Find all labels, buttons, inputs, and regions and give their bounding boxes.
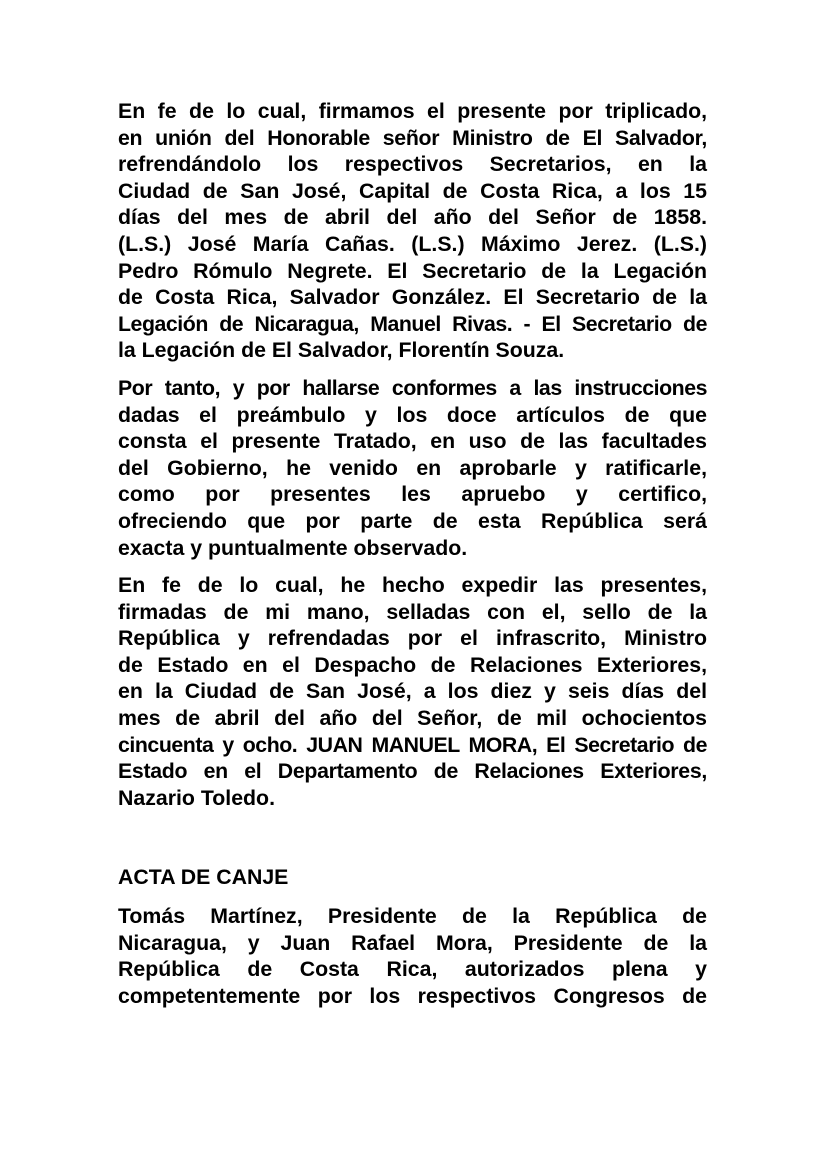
text-line: Tomás Martínez, Presidente de la República de [118, 904, 707, 929]
paragraph-acta-de-canje [118, 903, 707, 1009]
text-line: En fe de lo cual, firmamos el presente por triplicado, [118, 99, 707, 123]
text-line: de Estado en el Despacho de Relaciones Exteriores, [118, 652, 707, 677]
text-line: Ciudad de San José, Capital de Costa Rica, a los 15 [118, 178, 707, 203]
text-line: del Gobierno, he venido en aprobarle y ratificarle, [118, 455, 707, 480]
text-line: días del mes de abril del año del Señor de 1858. [118, 205, 707, 230]
text-line: como por presentes les apruebo y certifico, [118, 482, 707, 507]
text-line: consta el presente Tratado, en uso de las facultades [118, 429, 707, 454]
text-line: Nicaragua, y Juan Rafael Mora, Presidente de la [118, 930, 707, 955]
text-line: exacta y puntualmente observado. [118, 535, 468, 560]
paragraph-expedition [118, 572, 707, 811]
text-line: en unión del Honorable señor Ministro de El Salvador, [118, 125, 707, 150]
text-line: competentemente por los respectivos Congresos de [118, 983, 707, 1008]
text-line: Por tanto, y por hallarse conformes a las instrucciones [118, 375, 707, 400]
text-line: (L.S.) José María Cañas. (L.S.) Máximo Jerez. (L.S.) [118, 231, 707, 256]
text-line: Legación de Nicaragua, Manuel Rivas. - El Secretario de [118, 311, 707, 336]
text-line: firmadas de mi mano, selladas con el, sello de la [118, 599, 707, 624]
text-line: Pedro Rómulo Negrete. El Secretario de la Legación [118, 258, 707, 283]
text-line: República y refrendadas por el infrascrito, Ministro [118, 626, 707, 651]
text-line: ofreciendo que por parte de esta República será [118, 508, 707, 533]
paragraph-signatures [118, 98, 707, 364]
text-line: En fe de lo cual, he hecho expedir las presentes, [118, 573, 707, 598]
text-line: cincuenta y ocho. JUAN MANUEL MORA, El Secretario de [118, 732, 707, 757]
section-heading: ACTA DE CANJE [118, 865, 289, 890]
text-line: Nazario Toledo. [118, 785, 275, 810]
text-line: en la Ciudad de San José, a los diez y seis días del [118, 679, 707, 704]
text-line: Estado en el Departamento de Relaciones Exteriores, [118, 759, 707, 784]
text-line: la Legación de El Salvador, Florentín Souza. [118, 338, 565, 363]
paragraph-ratification [118, 375, 707, 561]
text-line: de Costa Rica, Salvador González. El Secretario de la [118, 285, 707, 310]
document-page [118, 98, 707, 1009]
text-line: refrendándolo los respectivos Secretarios, en la [118, 152, 707, 177]
text-line: dadas el preámbulo y los doce artículos de que [118, 402, 707, 427]
text-line: República de Costa Rica, autorizados plena y [118, 957, 707, 982]
text-line: mes de abril del año del Señor, de mil ochocientos [118, 706, 707, 731]
